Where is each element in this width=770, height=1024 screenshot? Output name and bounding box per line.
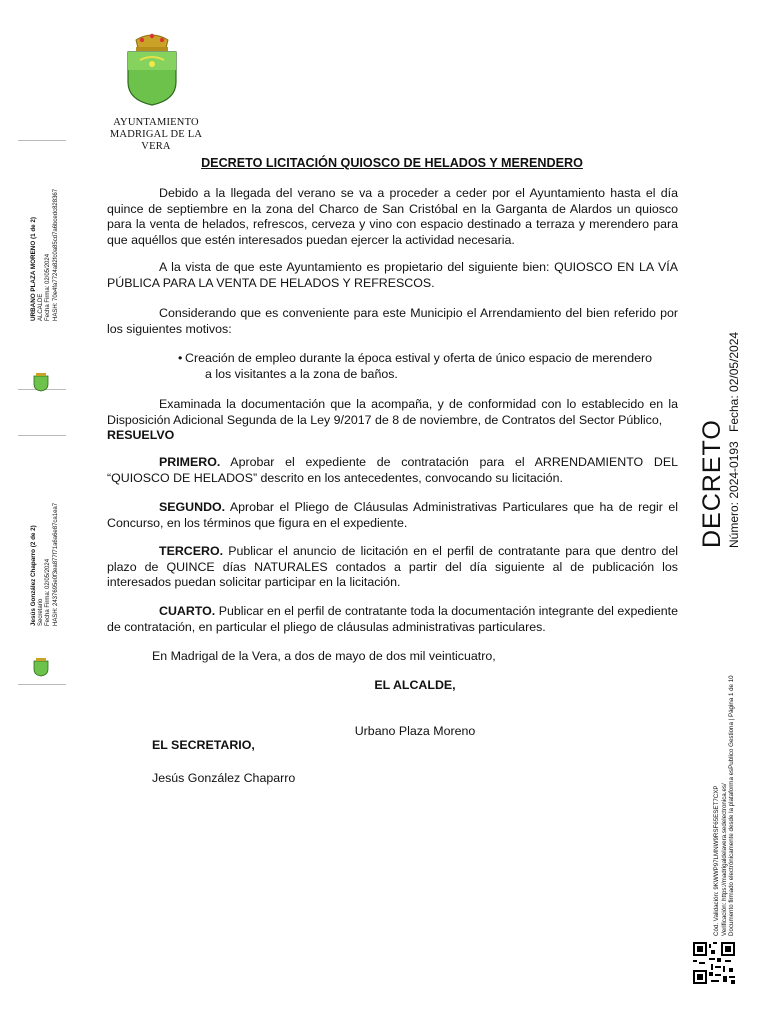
clause-tercero bbox=[107, 544, 678, 591]
clause-primero bbox=[107, 455, 678, 486]
alcalde-title: EL ALCALDE, bbox=[374, 678, 456, 692]
municipal-crest-icon bbox=[122, 30, 182, 106]
bullet-item: • Creación de empleo durante la época estival y oferta de único espacio de merendero a los visitantes a la zona de baños. bbox=[185, 351, 677, 382]
signature-2-text bbox=[30, 503, 60, 626]
document-title: DECRETO LICITACIÓN QUIOSCO DE HELADOS Y MERENDERO bbox=[201, 156, 583, 170]
clause-segundo bbox=[107, 500, 678, 531]
qr-code-icon[interactable] bbox=[693, 942, 735, 984]
org-line-2: MADRIGAL DE LA VERA bbox=[109, 129, 203, 152]
paragraph-examinada bbox=[107, 397, 678, 428]
signature-2-crest-icon bbox=[30, 655, 52, 677]
signer-2-date: Fecha Firma: 02/05/2024 bbox=[45, 558, 51, 626]
signature-block-1 bbox=[18, 140, 66, 390]
cuarto-label: CUARTO. bbox=[159, 604, 216, 618]
signature-1-text bbox=[30, 189, 60, 321]
closing-line: En Madrigal de la Vera, a dos de mayo de dos mil veinticuatro, bbox=[152, 649, 496, 663]
segundo-label: SEGUNDO. bbox=[159, 500, 226, 514]
secretario-title: EL SECRETARIO, bbox=[152, 738, 255, 752]
decreto-number: Número: 2024-0193 bbox=[727, 441, 741, 548]
signer-2-role: Secretario bbox=[37, 598, 44, 626]
signature-1-crest-icon bbox=[30, 370, 52, 392]
paragraph-intro: Debido a la llegada del verano se va a proceder a ceder por el Ayuntamiento hasta el día quince de septiembre en la zona del Charco de San Cristóbal en la Garganta de Alardos un quiosco para la venta de helados, refrescos, cerveza y vino con espacio destinado a terraza y merendero para que aquéllos que estén interesados puedan ejercer la actividad necesaria. bbox=[107, 186, 678, 247]
secretario-name: Jesús González Chaparro bbox=[152, 771, 296, 785]
paragraph-considerando: Considerando que es conveniente para este Municipio el Arrendamiento del bien referido por los siguientes motivos: bbox=[107, 306, 678, 336]
primero-label: PRIMERO. bbox=[159, 455, 221, 469]
signer-1-date: Fecha Firma: 02/05/2024 bbox=[45, 253, 51, 321]
validation-note: Documento firmado electrónicamente desde la plataforma esPublico Gestiona | Página 1 de 10 bbox=[728, 675, 736, 936]
organization-name bbox=[96, 117, 216, 153]
validation-info bbox=[713, 675, 736, 936]
examinada-text: Examinada la documentación que la acompaña, y de conformidad con lo establecido en la Disposición Adicional Segunda de la Ley 9/2017 de 8 de noviembre, de Contratos del Sector Público, bbox=[107, 397, 678, 427]
signer-2-name: Jesús González Chaparro (2 de 2) bbox=[30, 525, 37, 626]
tercero-text: Publicar el anuncio de licitación en el perfil de contratante para que dentro del plazo de QUINCE días NATURALES contados a partir del día siguiente al de publicación los interesados puedan solicitar participar en la licitación. bbox=[107, 544, 678, 590]
signature-block-2 bbox=[18, 435, 66, 685]
signer-1-name: URBANO PLAZA MORENO (1 de 2) bbox=[30, 216, 37, 321]
alcalde-name: Urbano Plaza Moreno bbox=[354, 724, 476, 738]
primero-text: Aprobar el expediente de contratación para el ARRENDAMIENTO DEL “QUIOSCO DE HELADOS” descrito en los antecedentes, convocando su licitación. bbox=[107, 455, 678, 485]
signer-2-hash: HASH: 2437695e0f3ea877f71a6a6e87ca1ea7 bbox=[52, 502, 59, 626]
validation-url: Verificación: https://madrigaldelavera.sedelectronica.es/ bbox=[720, 783, 728, 936]
signer-1-role: ALCALDE bbox=[37, 293, 44, 321]
bullet-line-2: a los visitantes a la zona de baños. bbox=[205, 366, 398, 381]
cuarto-text: Publicar en el perfil de contratante toda la documentación integrante del expediente de contratación, en particular el pliego de cláusulas administrativas particulares. bbox=[107, 604, 678, 634]
clause-cuarto bbox=[107, 604, 678, 635]
decreto-date: Fecha: 02/05/2024 bbox=[727, 331, 741, 432]
resuelvo-heading: RESUELVO bbox=[107, 428, 175, 442]
bullet-line-1: Creación de empleo durante la época estival y oferta de único espacio de merendero bbox=[185, 351, 653, 365]
segundo-text: Aprobar el Pliego de Cláusulas Administrativas Particulares que ha de regir el Concurso, en los términos que figura en el expediente. bbox=[107, 500, 678, 530]
validation-code: Cód. Validación: 9KWWP97LMNW9RSF65ESET7CXP bbox=[713, 785, 720, 936]
tercero-label: TERCERO. bbox=[159, 544, 224, 558]
decreto-stamp-word: DECRETO bbox=[698, 419, 726, 548]
org-line-1: AYUNTAMIENTO bbox=[113, 117, 199, 128]
paragraph-ownership: A la vista de que este Ayuntamiento es propietario del siguiente bien: QUIOSCO EN LA VÍA PÚBLICA PARA LA VENTA DE HELADOS Y REFRESCOS. bbox=[107, 260, 678, 290]
signer-1-hash: HASH: 70e4fa7724a82fc0a85cd7a6bcedc828367 bbox=[52, 188, 59, 321]
